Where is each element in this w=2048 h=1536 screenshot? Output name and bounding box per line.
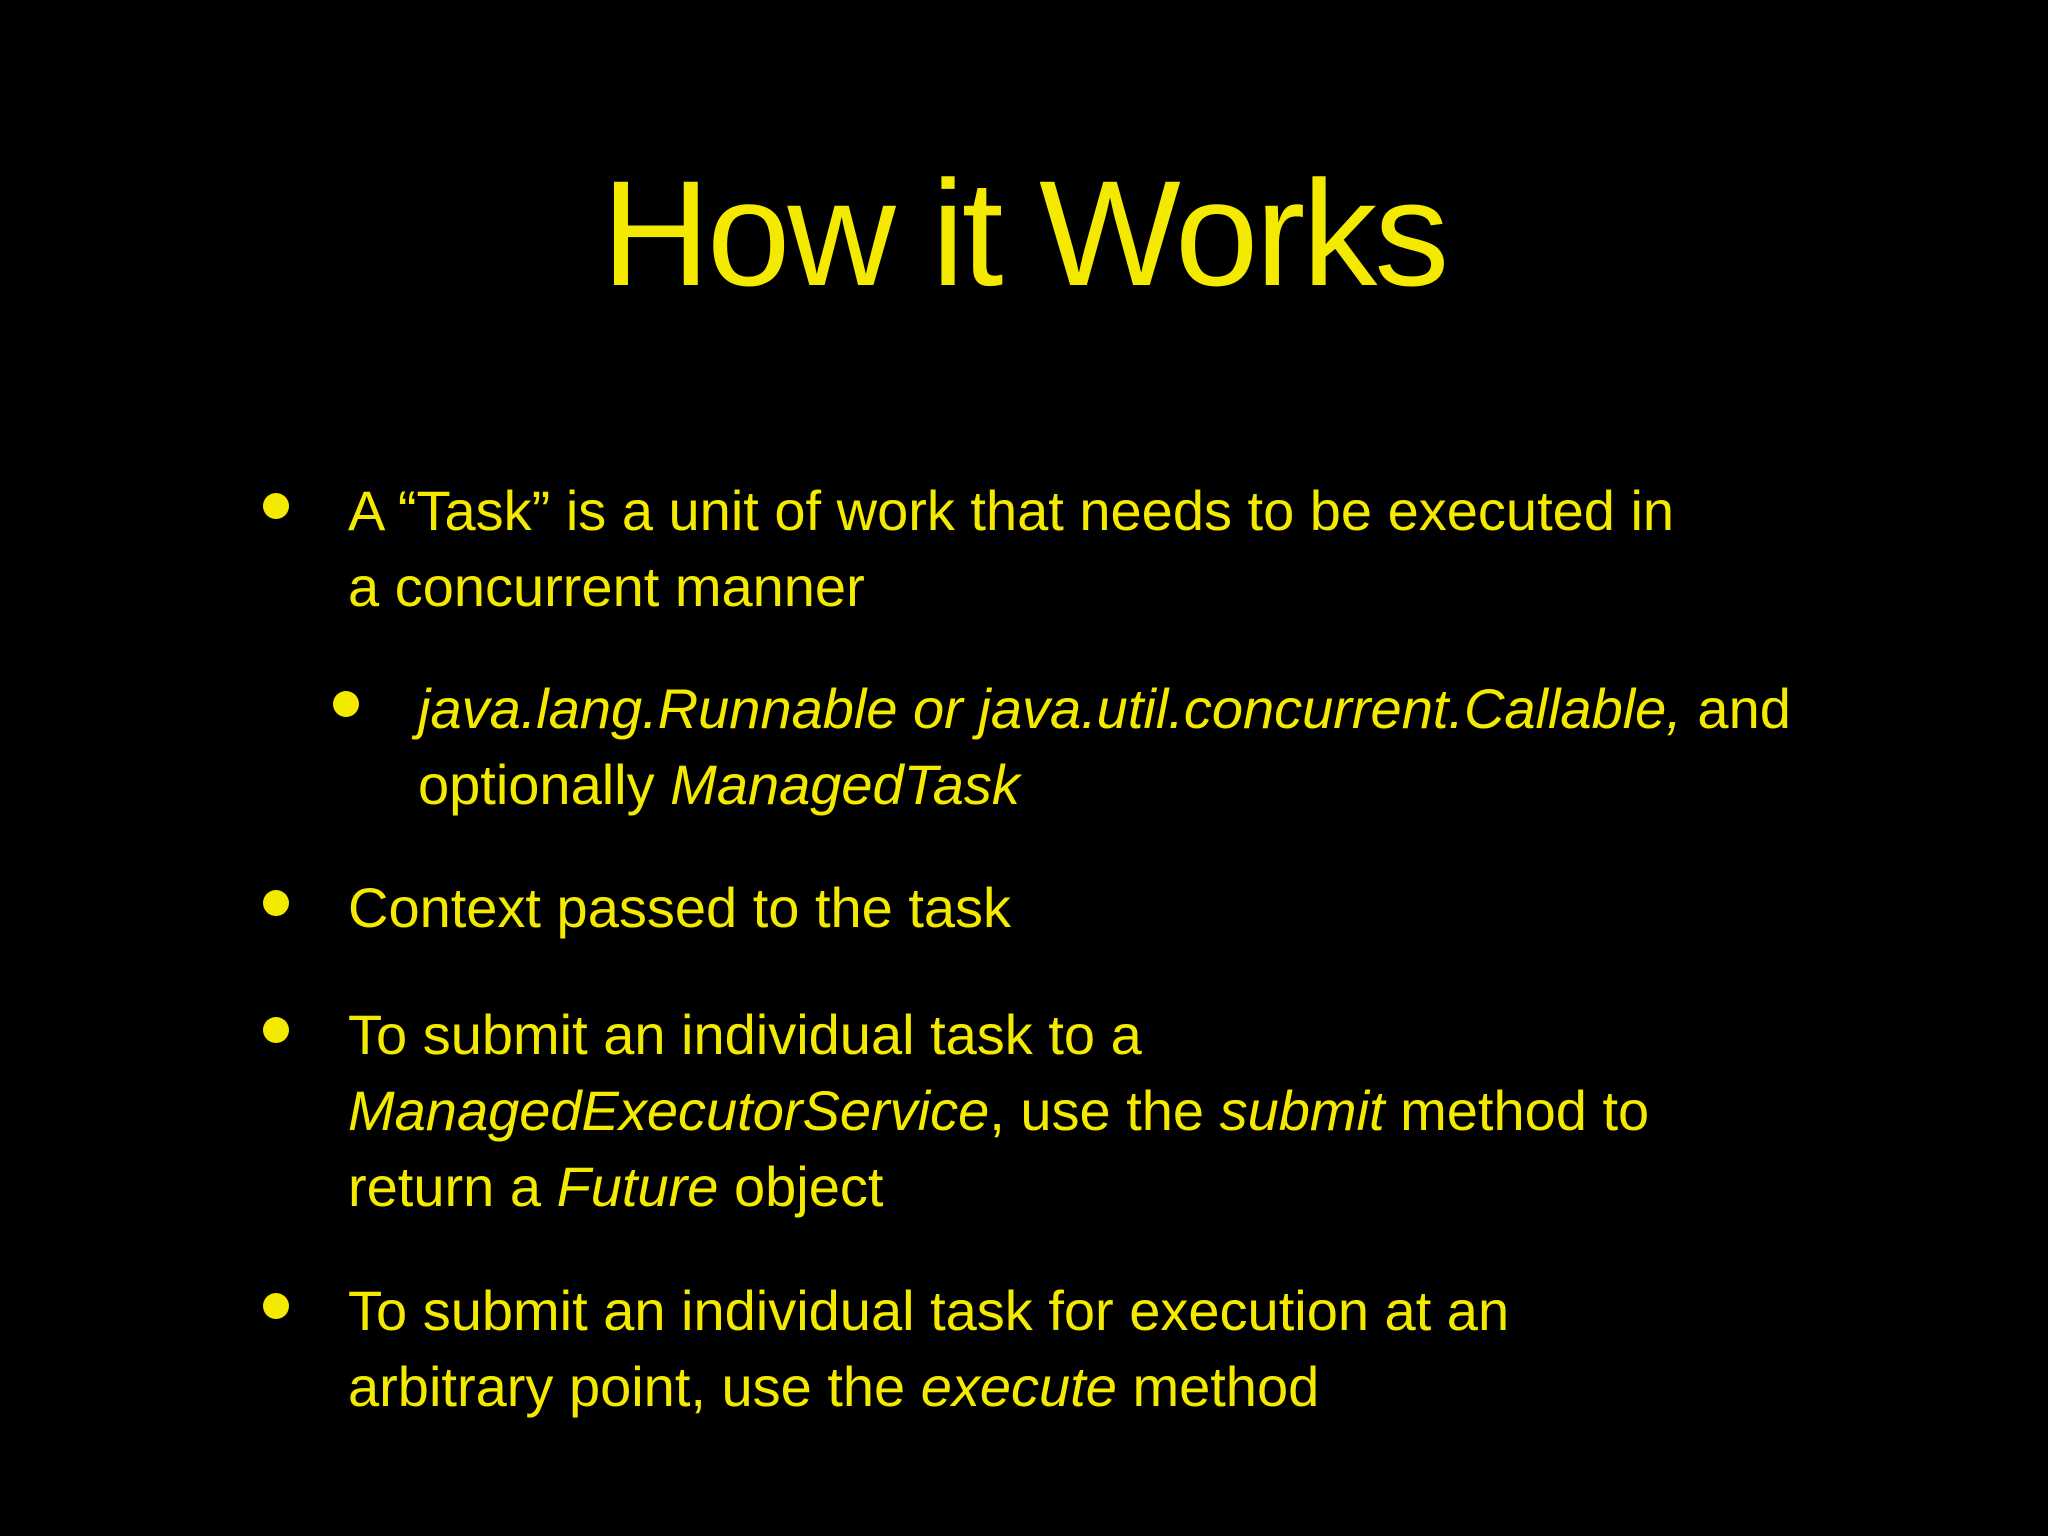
bullet-text-span: arbitrary point, use the (348, 1355, 921, 1418)
bullet-text-line: Context passed to the task (348, 876, 1012, 939)
bullet-text-line (348, 1073, 1649, 1149)
bullet-text-line (418, 671, 1791, 747)
bullet-text-span: return a (348, 1155, 557, 1218)
bullet-text-line: A “Task” is a unit of work that needs to be executed in (348, 479, 1675, 542)
bullet-text-span: , use the (989, 1079, 1220, 1142)
bullet-text-line (348, 1149, 1649, 1225)
code-class-name: ManagedTask (670, 753, 1020, 816)
bullet-dot-icon (263, 493, 289, 519)
bullet-dot-icon (263, 890, 289, 916)
code-class-name: Future (556, 1155, 719, 1218)
code-method-name: submit (1219, 1079, 1385, 1142)
bullet-item-submit (348, 997, 1649, 1225)
bullet-text-span: optionally (418, 753, 671, 816)
bullet-item-context (348, 870, 1011, 946)
slide-title: How it Works (601, 149, 1447, 317)
code-class-name: ManagedExecutorService (348, 1079, 990, 1142)
sub-bullet-item-task-types (418, 671, 1791, 823)
bullet-text-line: To submit an individual task for execution at an (348, 1279, 1510, 1342)
bullet-text-line (348, 1349, 1509, 1425)
bullet-text-span: method to (1384, 1079, 1650, 1142)
sub-bullet-dot-icon (333, 691, 359, 717)
bullet-text-line (418, 747, 1791, 823)
bullet-item-execute (348, 1273, 1509, 1425)
bullet-text-line: To submit an individual task to a (348, 1003, 1142, 1066)
bullet-text-span: object (718, 1155, 884, 1218)
bullet-dot-icon (263, 1017, 289, 1043)
bullet-text-span: method (1116, 1355, 1320, 1418)
code-method-name: execute (920, 1355, 1117, 1418)
bullet-item-task-definition (348, 473, 1674, 625)
code-class-names: java.lang.Runnable or java.util.concurrent.Callable, (418, 677, 1682, 740)
bullet-dot-icon (263, 1293, 289, 1319)
bullet-text-line: a concurrent manner (348, 555, 865, 618)
bullet-text-span: and (1681, 677, 1791, 740)
